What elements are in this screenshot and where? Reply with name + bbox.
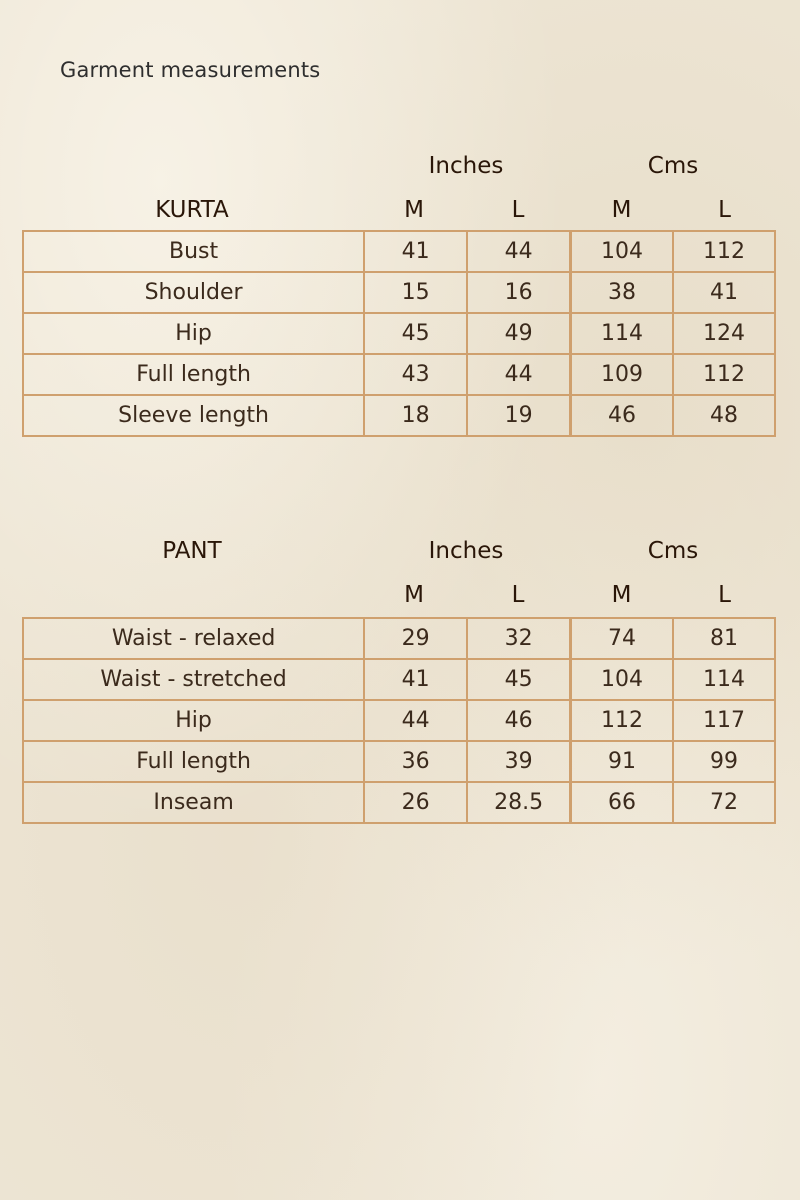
- value-cell: 44: [467, 231, 570, 272]
- table-row: [23, 272, 775, 313]
- pant-section: [22, 535, 776, 824]
- value-cell: 114: [571, 313, 673, 354]
- kurta-table: [22, 230, 776, 437]
- row-label: Full length: [23, 741, 364, 782]
- value-cell: 19: [467, 395, 570, 436]
- value-cell: 45: [467, 659, 570, 700]
- pant-size-l-cms: L: [718, 582, 731, 608]
- table-row: [23, 741, 775, 782]
- pant-size-m-inches: M: [404, 582, 424, 608]
- value-cell: 38: [571, 272, 673, 313]
- value-cell: 39: [467, 741, 570, 782]
- value-cell: 124: [673, 313, 775, 354]
- row-label: Bust: [23, 231, 364, 272]
- value-cell: 28.5: [467, 782, 570, 823]
- pant-table: [22, 617, 776, 824]
- pant-size-m-cms: M: [611, 582, 632, 608]
- row-label: Hip: [23, 700, 364, 741]
- value-cell: 112: [673, 231, 775, 272]
- value-cell: 114: [673, 659, 775, 700]
- pant-cms-header: Cms: [647, 538, 699, 564]
- value-cell: 15: [364, 272, 467, 313]
- value-cell: 46: [467, 700, 570, 741]
- kurta-unit-header: [22, 150, 776, 182]
- value-cell: 41: [673, 272, 775, 313]
- value-cell: 117: [673, 700, 775, 741]
- value-cell: 41: [364, 659, 467, 700]
- value-cell: 104: [571, 231, 673, 272]
- value-cell: 41: [364, 231, 467, 272]
- kurta-cms-header: Cms: [647, 153, 699, 179]
- table-row: [23, 231, 775, 272]
- value-cell: 29: [364, 618, 467, 659]
- value-cell: 91: [571, 741, 673, 782]
- kurta-size-m-inches: M: [404, 197, 424, 223]
- value-cell: 46: [571, 395, 673, 436]
- value-cell: 99: [673, 741, 775, 782]
- pant-size-header: [22, 569, 776, 617]
- value-cell: 72: [673, 782, 775, 823]
- value-cell: 48: [673, 395, 775, 436]
- table-row: [23, 395, 775, 436]
- table-row: [23, 700, 775, 741]
- value-cell: 45: [364, 313, 467, 354]
- kurta-size-l-inches: L: [511, 197, 525, 223]
- value-cell: 44: [467, 354, 570, 395]
- row-label: Shoulder: [23, 272, 364, 313]
- table-row: [23, 659, 775, 700]
- table-row: [23, 354, 775, 395]
- kurta-size-l-cms: L: [718, 197, 731, 223]
- page-title: Garment measurements: [60, 58, 321, 82]
- value-cell: 44: [364, 700, 467, 741]
- value-cell: 112: [571, 700, 673, 741]
- row-label: Sleeve length: [23, 395, 364, 436]
- value-cell: 43: [364, 354, 467, 395]
- table-row: [23, 618, 775, 659]
- value-cell: 18: [364, 395, 467, 436]
- value-cell: 109: [571, 354, 673, 395]
- kurta-title: KURTA: [155, 197, 229, 223]
- kurta-size-m-cms: M: [611, 197, 632, 223]
- row-label: Hip: [23, 313, 364, 354]
- value-cell: 16: [467, 272, 570, 313]
- value-cell: 104: [571, 659, 673, 700]
- kurta-section: [22, 150, 776, 437]
- row-label: Waist - stretched: [23, 659, 364, 700]
- value-cell: 66: [571, 782, 673, 823]
- pant-unit-header: [22, 535, 776, 569]
- kurta-size-header: [22, 182, 776, 230]
- pant-size-l-inches: L: [511, 582, 525, 608]
- row-label: Inseam: [23, 782, 364, 823]
- value-cell: 36: [364, 741, 467, 782]
- value-cell: 81: [673, 618, 775, 659]
- row-label: Full length: [23, 354, 364, 395]
- pant-title: PANT: [162, 538, 222, 564]
- value-cell: 49: [467, 313, 570, 354]
- pant-inches-header: Inches: [428, 538, 504, 564]
- table-row: [23, 782, 775, 823]
- value-cell: 74: [571, 618, 673, 659]
- value-cell: 32: [467, 618, 570, 659]
- table-row: [23, 313, 775, 354]
- value-cell: 112: [673, 354, 775, 395]
- value-cell: 26: [364, 782, 467, 823]
- kurta-inches-header: Inches: [428, 153, 504, 179]
- row-label: Waist - relaxed: [23, 618, 364, 659]
